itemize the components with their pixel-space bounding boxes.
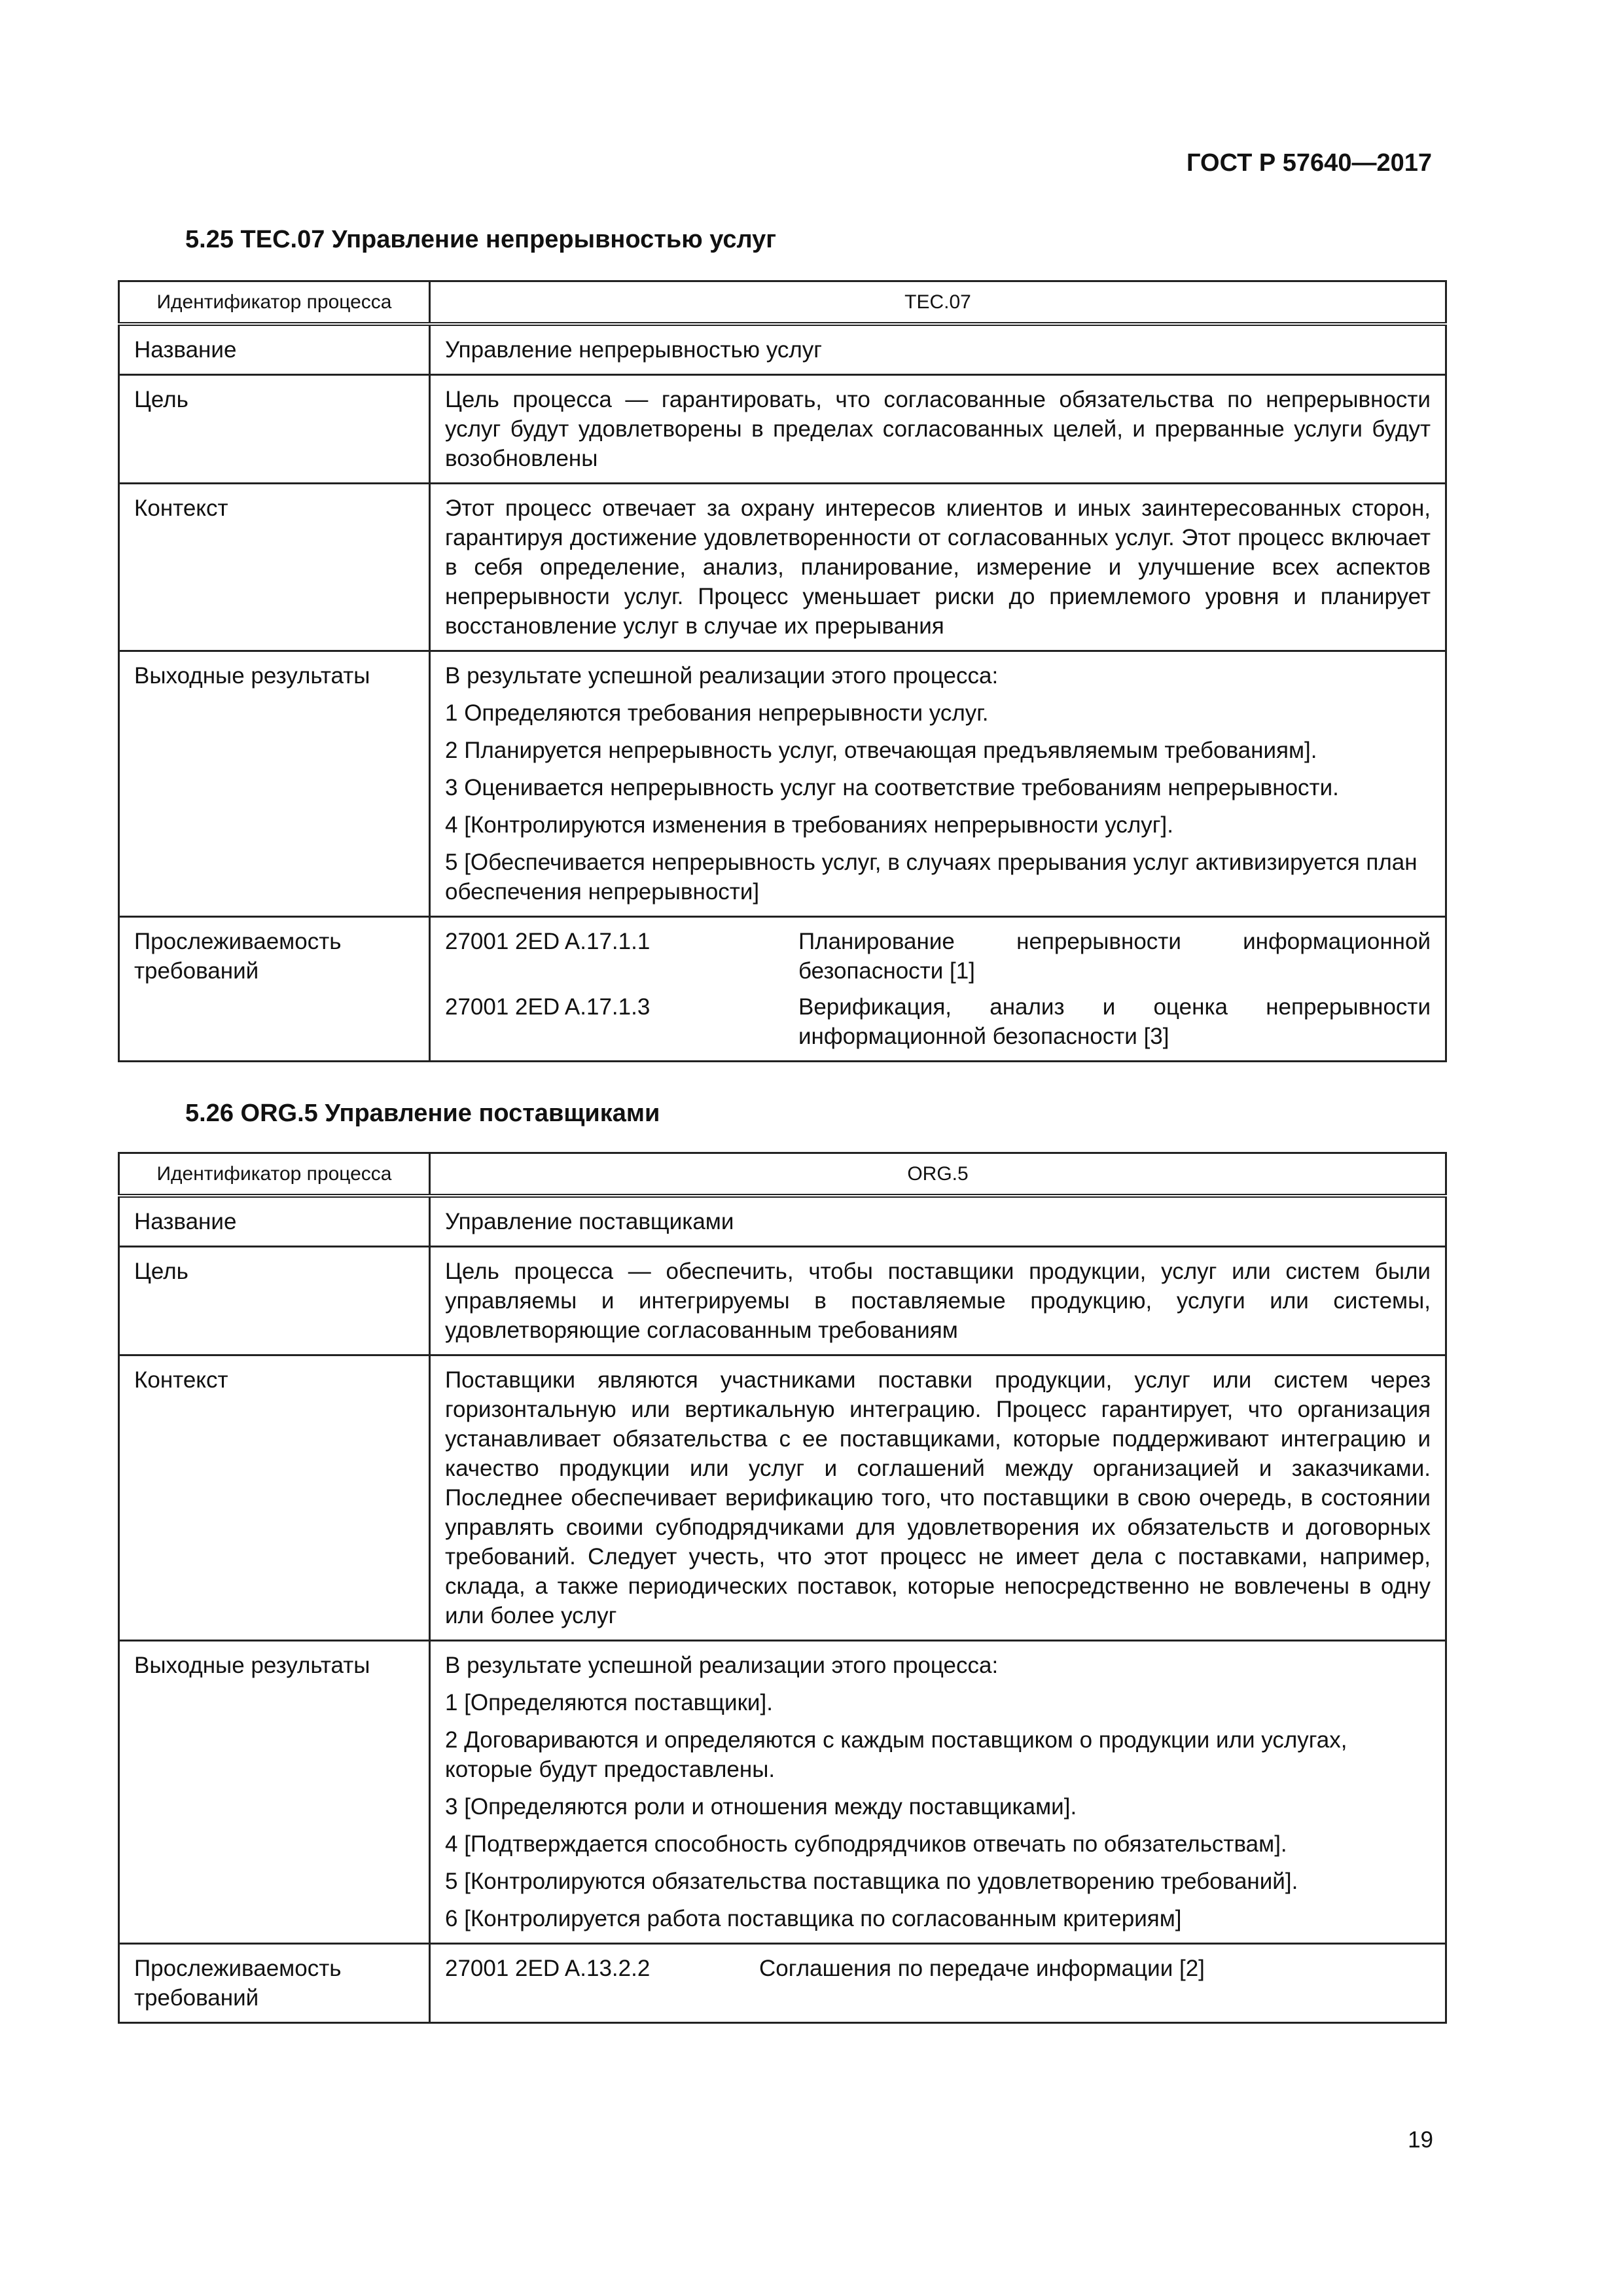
section-title-tec07: 5.25 TEC.07 Управление непрерывностью услуг — [185, 226, 777, 253]
process-outputs-list — [430, 651, 1446, 917]
process-trace-label: Прослеживаемость требований — [119, 917, 430, 1062]
page-number: 19 — [1408, 2127, 1433, 2153]
section-title-org5: 5.26 ORG.5 Управление поставщиками — [185, 1100, 660, 1127]
output-item: 2 Договариваются и определяются с каждым поставщиком о продукции или услугах, которые будут предоставлены. — [445, 1727, 1347, 1782]
process-name-label: Название — [119, 324, 430, 375]
document-code: ГОСТ Р 57640—2017 — [1186, 149, 1432, 177]
process-purpose-label: Цель — [119, 375, 430, 484]
trace-code: 27001 2ED A.17.1.3 — [445, 994, 651, 1020]
output-item: 5 [Контролируются обязательства поставщика по удовлетворению требований]. — [445, 1869, 1298, 1894]
trace-code: 27001 2ED A.13.2.2 — [445, 1956, 651, 1981]
process-id-label: Идентификатор процесса — [119, 1153, 430, 1196]
process-id-value: ORG.5 — [430, 1153, 1446, 1196]
process-trace-list — [430, 917, 1446, 1062]
process-table-org5 — [118, 1152, 1447, 2024]
process-trace-row — [119, 917, 1446, 1062]
process-outputs-row — [119, 1641, 1446, 1944]
trace-description: Соглашения по передаче информации [2] — [759, 1956, 1205, 1981]
output-item: 4 [Контролируются изменения в требованиях непрерывности услуг]. — [445, 812, 1173, 838]
process-trace-list — [430, 1944, 1446, 2023]
process-outputs-row — [119, 651, 1446, 917]
output-item: 2 Планируется непрерывность услуг, отвечающая предъявляемым требованиям]. — [445, 738, 1317, 763]
output-item: 1 [Определяются поставщики]. — [445, 1690, 773, 1715]
process-trace-row — [119, 1944, 1446, 2023]
process-id-value: TEC.07 — [430, 281, 1446, 325]
process-id-row — [119, 1153, 1446, 1196]
process-name-row — [119, 324, 1446, 375]
process-context-row — [119, 484, 1446, 651]
process-purpose-row — [119, 1247, 1446, 1355]
process-context-value: Этот процесс отвечает за охрану интересов клиентов и иных заинтересованных сторон, гарантируя достижение удовлетворенности от согласованных услуг. Этот процесс включает в себя определение, анализ, планирование, измерение и улучшение всех аспектов непрерывности услуг. Процесс уменьшает риски до приемлемого уровня и планирует восстановление услуг в случае их прерывания — [430, 484, 1446, 651]
process-purpose-label: Цель — [119, 1247, 430, 1355]
output-item: 3 Оценивается непрерывность услуг на соответствие требованиям непрерывности. — [445, 775, 1339, 800]
outputs-intro: В результате успешной реализации этого процесса: — [445, 1653, 999, 1678]
process-name-label: Название — [119, 1196, 430, 1247]
process-outputs-label: Выходные результаты — [119, 1641, 430, 1944]
output-item: 3 [Определяются роли и отношения между поставщиками]. — [445, 1794, 1077, 1820]
process-purpose-value: Цель процесса — обеспечить, чтобы поставщики продукции, услуг или систем были управляемы и интегрируемы в поставляемые продукцию, услуги или системы, удовлетворяющие согласованным требованиям — [430, 1247, 1446, 1355]
output-item: 5 [Обеспечивается непрерывность услуг, в случаях прерывания услуг активизируется план обеспечения непрерывности] — [445, 850, 1418, 905]
process-table-tec07 — [118, 280, 1447, 1062]
trace-description: Планирование непрерывности информационной безопасности [1] — [798, 929, 1431, 984]
process-name-row — [119, 1196, 1446, 1247]
trace-item — [445, 1954, 1431, 1983]
output-item: 6 [Контролируется работа поставщика по согласованным критериям] — [445, 1906, 1182, 1931]
trace-code: 27001 2ED A.17.1.1 — [445, 929, 651, 954]
process-purpose-value: Цель процесса — гарантировать, что согласованные обязательства по непрерывности услуг будут удовлетворены в пределах согласованных целей, и прерванные услуги будут возобновлены — [430, 375, 1446, 484]
process-context-row — [119, 1355, 1446, 1641]
process-context-value: Поставщики являются участниками поставки продукции, услуг или систем через горизонтальную или вертикальную интеграцию. Процесс гарантирует, что организация устанавливает обязательства с ее поставщиками, которые поддерживают интеграцию и качество продукции или услуг и соглашений между организацией и заказчиками. Последнее обеспечивает верификацию того, что поставщики в свою очередь, в состоянии управлять своими субподрядчиками для удовлетворения их обязательств и договорных требований. Следует учесть, что этот процесс не имеет дела с поставками, например, склада, а также периодических поставок, которые непосредственно не вовлечены в одну или более услуг — [430, 1355, 1446, 1641]
output-item: 1 Определяются требования непрерывности услуг. — [445, 700, 989, 726]
output-item: 4 [Подтверждается способность субподрядчиков отвечать по обязательствам]. — [445, 1831, 1287, 1857]
process-purpose-row — [119, 375, 1446, 484]
trace-item — [445, 992, 1431, 1051]
process-name-value: Управление непрерывностью услуг — [430, 324, 1446, 375]
process-trace-label: Прослеживаемость требований — [119, 1944, 430, 2023]
process-context-label: Контекст — [119, 1355, 430, 1641]
trace-item — [445, 927, 1431, 986]
process-context-label: Контекст — [119, 484, 430, 651]
process-id-row — [119, 281, 1446, 325]
process-outputs-list — [430, 1641, 1446, 1944]
process-id-label: Идентификатор процесса — [119, 281, 430, 325]
trace-description: Верификация, анализ и оценка непрерывности информационной безопасности [3] — [798, 994, 1431, 1049]
process-outputs-label: Выходные результаты — [119, 651, 430, 917]
process-name-value: Управление поставщиками — [430, 1196, 1446, 1247]
outputs-intro: В результате успешной реализации этого процесса: — [445, 663, 999, 689]
